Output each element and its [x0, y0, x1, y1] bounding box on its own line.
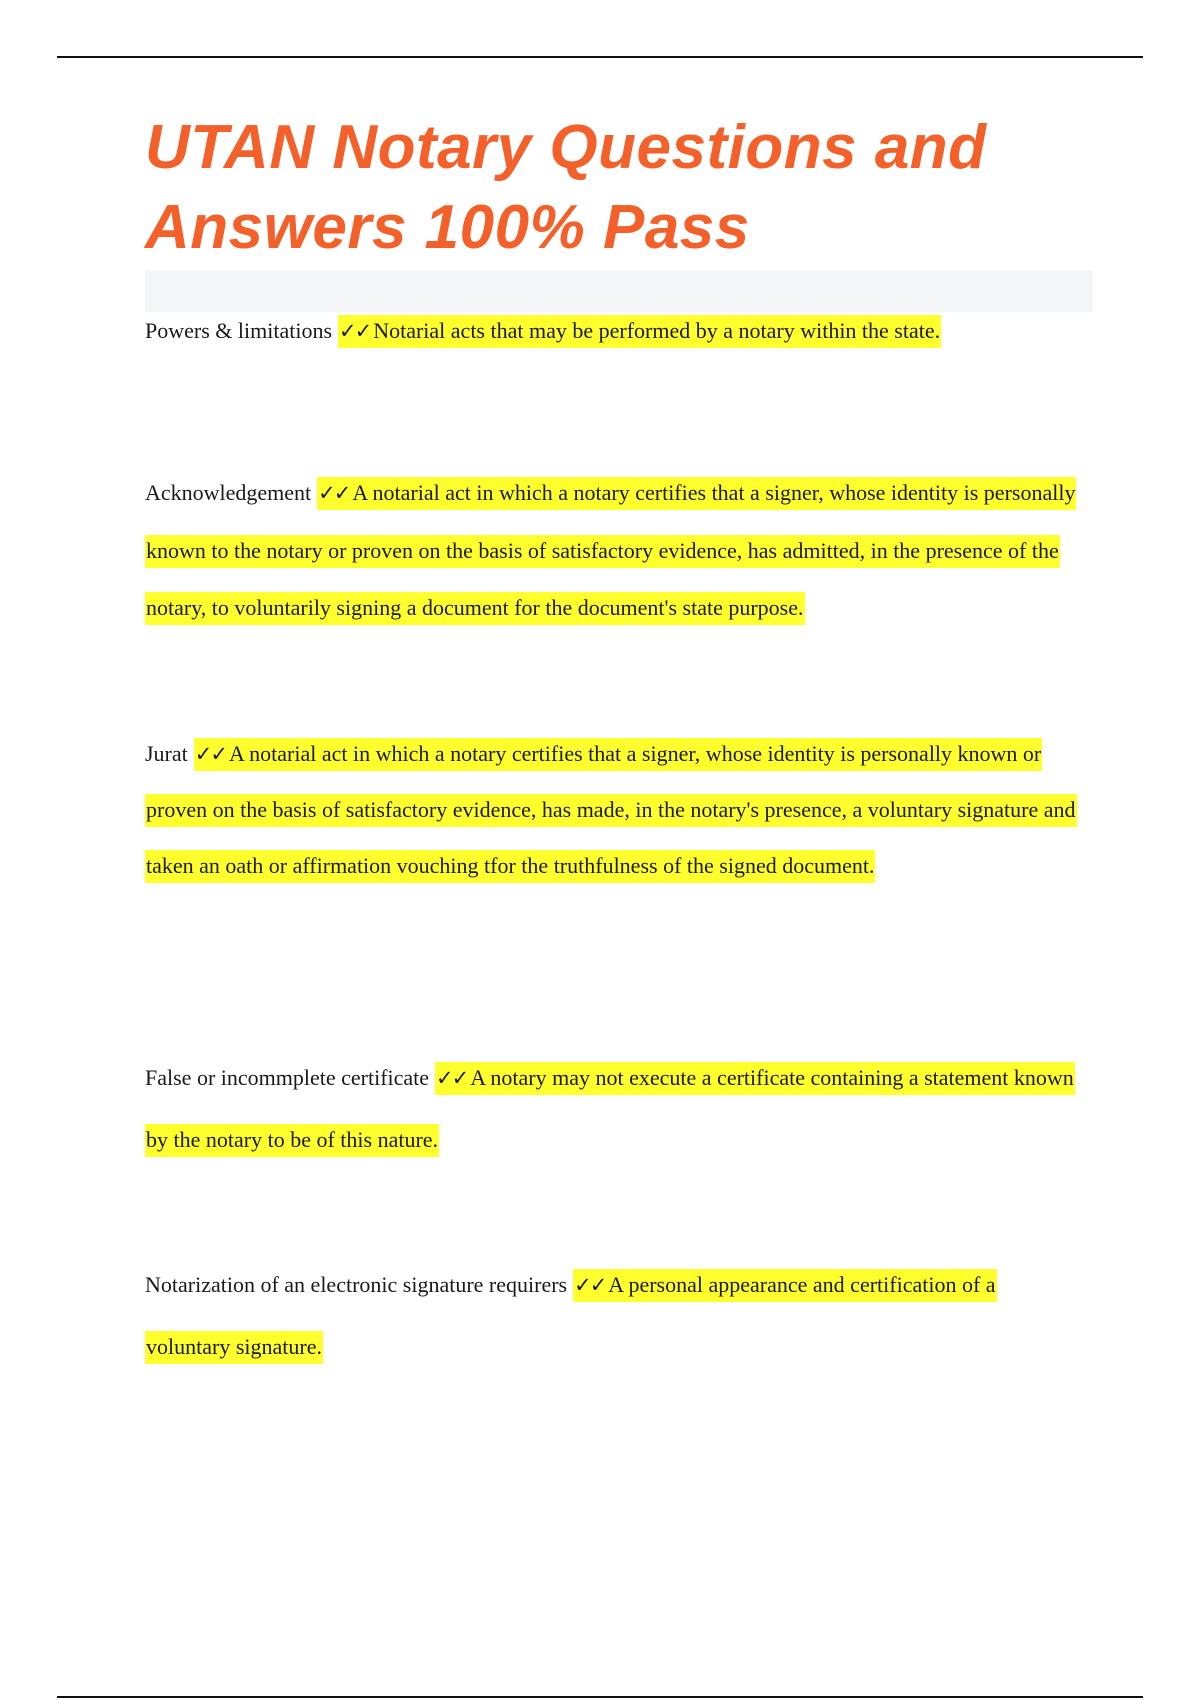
- double-check-icon: ✓✓: [339, 319, 371, 343]
- document-title: UTAN Notary Questions and Answers 100% Pass: [145, 113, 987, 262]
- qa-item: [145, 1254, 1085, 1377]
- header-rule: [57, 56, 1143, 58]
- qa-item: [145, 1047, 1085, 1170]
- title-band: [145, 270, 1093, 312]
- footer-rule: [57, 1696, 1143, 1698]
- qa-answer-highlight: [145, 738, 1077, 883]
- double-check-icon: ✓✓: [574, 1273, 606, 1297]
- qa-term: Notarization of an electronic signature requirers: [145, 1272, 568, 1297]
- double-check-icon: ✓✓: [318, 481, 350, 505]
- qa-term: False or incommplete certificate: [145, 1065, 430, 1090]
- qa-answer: A notarial act in which a notary certifies that a signer, whose identity is personally known or proven on the basis of satisfactory evidence, has made, in the notary's presence, a voluntary signature and taken an oath or affirmation vouching tfor the truthfulness of the signed document.: [146, 741, 1076, 878]
- qa-item: [145, 464, 1085, 636]
- qa-answer: A notarial act in which a notary certifies that a signer, whose identity is personally known to the notary or proven on the basis of satisfactory evidence, has admitted, in the presence of the notary, to voluntarily signing a document for the document's state purpose.: [146, 480, 1076, 620]
- qa-term: Jurat: [145, 741, 188, 766]
- qa-answer: A notary may not execute a certificate containing a statement known by the notary to be of this nature.: [146, 1065, 1074, 1152]
- double-check-icon: ✓✓: [436, 1066, 468, 1090]
- qa-term: Acknowledgement: [145, 480, 312, 505]
- qa-answer: A personal appearance and certification of a voluntary signature.: [146, 1272, 996, 1359]
- double-check-icon: ✓✓: [194, 742, 226, 766]
- qa-answer-highlight: [338, 315, 941, 348]
- qa-term: Powers & limitations: [145, 318, 332, 343]
- qa-answer: Notarial acts that may be performed by a notary within the state.: [373, 318, 941, 343]
- qa-item: [145, 726, 1085, 894]
- qa-item: [145, 311, 1085, 351]
